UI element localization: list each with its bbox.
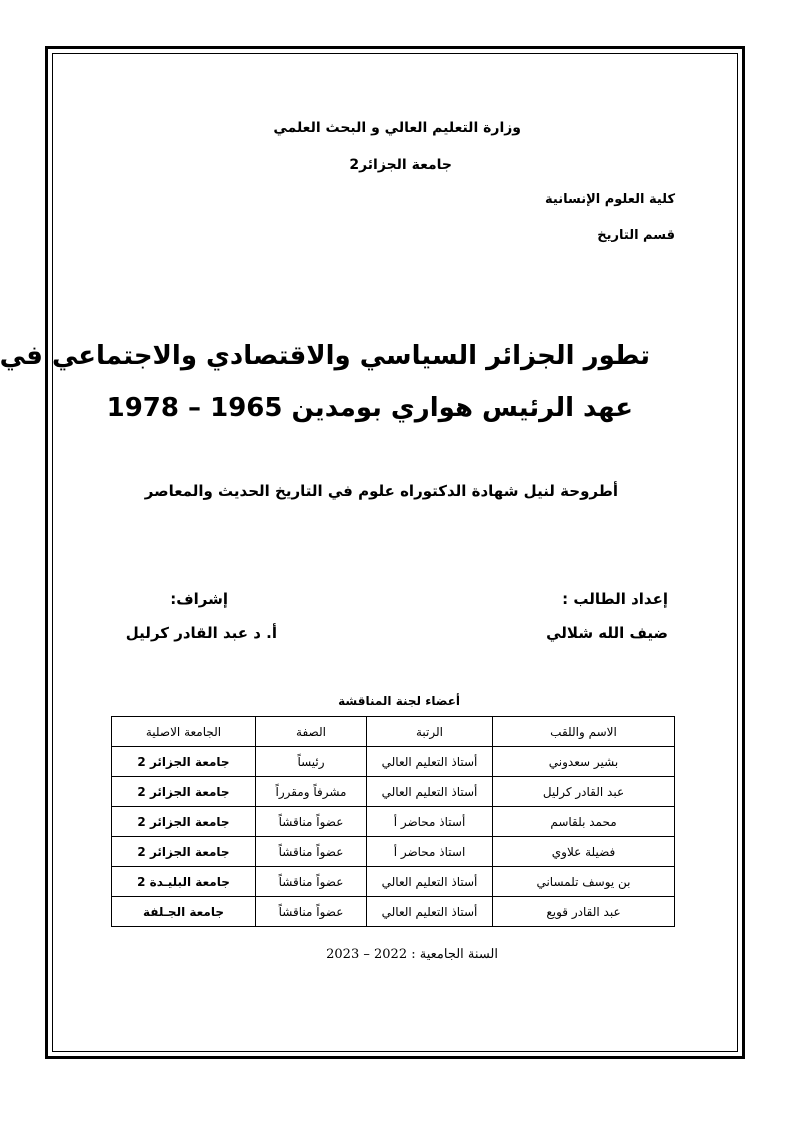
table-header-row bbox=[112, 717, 675, 747]
member-rank: أستاذ محاضر أ bbox=[367, 807, 493, 837]
column-header-name: الاسم واللقب bbox=[493, 717, 675, 747]
academic-year: السنة الجامعية : 2022 – 2023 bbox=[326, 947, 498, 962]
table-row bbox=[112, 807, 675, 837]
member-rank: أستاذ التعليم العالي bbox=[367, 747, 493, 777]
table-row bbox=[112, 777, 675, 807]
supervisor-name: أ. د عبد القادر كرليل bbox=[125, 624, 277, 642]
member-university: جامعة الجزائر 2 bbox=[112, 747, 256, 777]
table-row bbox=[112, 897, 675, 927]
member-role: عضواً مناقشاً bbox=[256, 807, 367, 837]
member-name: عبد القادر قويع bbox=[493, 897, 675, 927]
thesis-title-line-1: تطور الجزائر السياسي والاقتصادي والاجتماعي في bbox=[0, 341, 650, 371]
member-university: جامعة الجزائر 2 bbox=[112, 807, 256, 837]
member-university: جامعة الجزائر 2 bbox=[112, 837, 256, 867]
committee-table-container bbox=[111, 716, 674, 927]
thesis-title-line-2: عهد الرئيس هواري بومدين 1965 – 1978 bbox=[106, 393, 633, 423]
column-header-university: الجامعة الاصلية bbox=[112, 717, 256, 747]
ministry-name: وزارة التعليم العالي و البحث العلمي bbox=[273, 120, 521, 136]
thesis-subtitle: أطروحة لنيل شهادة الدكتوراه علوم في التاريخ الحديث والمعاصر bbox=[144, 482, 618, 500]
member-role: عضواً مناقشاً bbox=[256, 897, 367, 927]
member-university: جامعة البليـدة 2 bbox=[112, 867, 256, 897]
member-university: جامعة الجـلفة bbox=[112, 897, 256, 927]
member-role: مشرفاً ومقرراً bbox=[256, 777, 367, 807]
member-role: رئيساً bbox=[256, 747, 367, 777]
prepared-by-label: إعداد الطالب : bbox=[562, 590, 668, 608]
student-name: ضيف الله شلالي bbox=[546, 624, 668, 642]
member-rank: استاذ محاضر أ bbox=[367, 837, 493, 867]
committee-title: أعضاء لجنة المناقشة bbox=[338, 694, 460, 708]
university-name: جامعة الجزائر2 bbox=[349, 157, 452, 173]
member-role: عضواً مناقشاً bbox=[256, 837, 367, 867]
member-name: فضيلة علاوي bbox=[493, 837, 675, 867]
member-name: عبد القادر كرليل bbox=[493, 777, 675, 807]
member-rank: أستاذ التعليم العالي bbox=[367, 777, 493, 807]
member-name: بشير سعدوني bbox=[493, 747, 675, 777]
member-role: عضواً مناقشاً bbox=[256, 867, 367, 897]
column-header-rank: الرتبة bbox=[367, 717, 493, 747]
table-row bbox=[112, 837, 675, 867]
member-rank: أستاذ التعليم العالي bbox=[367, 867, 493, 897]
column-header-role: الصفة bbox=[256, 717, 367, 747]
member-name: بن يوسف تلمساني bbox=[493, 867, 675, 897]
table-row bbox=[112, 867, 675, 897]
table-row bbox=[112, 747, 675, 777]
supervision-label: إشراف: bbox=[170, 590, 228, 608]
member-university: جامعة الجزائر 2 bbox=[112, 777, 256, 807]
member-rank: أستاذ التعليم العالي bbox=[367, 897, 493, 927]
department-name: قسم التاريخ bbox=[597, 228, 675, 243]
member-name: محمد بلقاسم bbox=[493, 807, 675, 837]
faculty-name: كلية العلوم الإنسانية bbox=[545, 192, 675, 207]
committee-table bbox=[111, 716, 675, 927]
